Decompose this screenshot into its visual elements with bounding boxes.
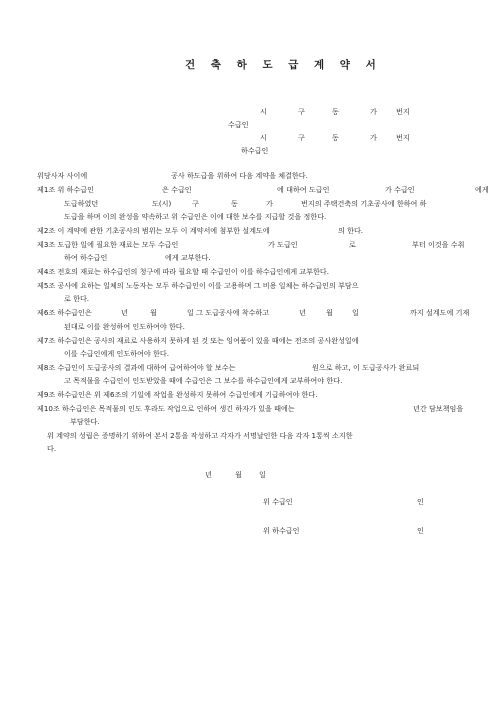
article-3-line-1-a: 제3조 도급한 일에 필요한 재료는 모두 수급인 (37, 240, 179, 249)
article-1-line-1-a: 제1조 위 하수급인 (37, 185, 94, 194)
article-6-line-1-f: 월 (326, 308, 333, 317)
article-3-line-1-d: 부터 이것을 수취 (412, 240, 465, 249)
article-6-line-1-d: 일 그 도급공사에 착수하고 (187, 308, 270, 317)
signature-contractor-role: 위 수급인 (263, 497, 293, 506)
article-8-line-2: 고 목적물을 수급인이 인도받았을 때에 수급인은 그 보수를 하수급인에게 교부하여야 한다. (64, 376, 343, 385)
article-4: 제4조 전호의 재료는 하수급인의 청구에 따라 필요할 때 수급인이 이를 하수급인에게 교부한다. (37, 267, 329, 276)
article-8-line-1-b: 원으로 하고, 이 도급공사가 완료되 (312, 363, 420, 372)
article-5-line-1: 제5조 공사에 요하는 일체의 노동자는 모두 하수급인이 이를 고용하며 그 비용 일체는 하수급인의 부담으 (37, 281, 359, 290)
article-1-line-1-e: 에게 (475, 185, 489, 194)
intro-part-1: 위당사자 사이에 (37, 171, 88, 180)
article-1-line-2-b: 도(시) (152, 199, 172, 208)
address-gu: 구 (298, 107, 305, 116)
article-6-line-1-e: 년 (299, 308, 306, 317)
article-3-line-2-a: 하여 하수급인 (64, 253, 108, 262)
document-title: 건 축 하 도 급 계 약 서 (185, 59, 382, 71)
address-dong: 동 (332, 107, 339, 116)
article-6-line-2: 된대로 이를 완성하여 인도하여야 한다. (64, 322, 185, 331)
article-1-line-1-c: 에 대하여 도급인 (277, 185, 330, 194)
article-5-line-2: 로 한다. (64, 294, 90, 303)
address-bunji: 번지 (396, 133, 410, 142)
date-month: 월 (235, 470, 242, 479)
address-ga: 가 (370, 107, 377, 116)
date-year: 년 (205, 470, 212, 479)
article-10-line-1-b: 년간 담보책임을 (413, 404, 464, 413)
article-1-line-2-d: 동 (231, 199, 238, 208)
article-9: 제9조 하수급인은 위 제6조의 기일에 작업을 완성하지 못하여 수급인에게 기급하여야 한다. (37, 390, 318, 399)
intro-part-2: 공사 하도급을 위하여 다음 계약을 체결한다. (171, 171, 308, 180)
article-1-line-2-e: 가 (266, 199, 273, 208)
article-2-a: 제2조 이 계약에 관한 기초공사의 범위는 모두 이 계약서에 첨부한 설계도에 (37, 226, 270, 235)
contractor-label: 수급인 (228, 120, 249, 129)
article-1-line-3: 도급을 하며 이의 완성을 약속하고 위 수급인은 이에 대한 보수를 지급할 것을 정한다. (64, 212, 327, 221)
closing-line-1: 위 계약의 성립은 증명하기 위하여 본서 2통을 작성하고 각자가 서명날인한 다음 각자 1통씩 소지한 (47, 431, 353, 440)
signature-subcontractor-role: 위 하수급인 (263, 526, 300, 535)
article-6-line-1-a: 제6조 하수급인은 (37, 308, 92, 317)
article-2-b: 의 한다. (338, 226, 364, 235)
date-day: 일 (259, 470, 266, 479)
signature-contractor-seal: 인 (417, 497, 424, 506)
address-city: 시 (260, 107, 267, 116)
article-6-line-1-c: 월 (150, 308, 157, 317)
article-3-line-1-c: 로 (349, 240, 356, 249)
closing-line-2: 다. (47, 444, 57, 453)
article-1-line-1-b: 은 수급인 (162, 185, 192, 194)
article-1-line-1-d: 가 수급인 (385, 185, 415, 194)
article-7-line-2: 이를 수급인에게 인도하여야 한다. (64, 349, 169, 358)
article-6-line-1-b: 년 (121, 308, 128, 317)
article-3-line-1-b: 가 도급인 (268, 240, 298, 249)
article-8-line-1-a: 제8조 수급인이 도급공사의 결과에 대하여 급여하여야 할 보수는 (37, 363, 236, 372)
article-1-line-2-a: 도급하였던 (64, 199, 99, 208)
article-1-line-2-c: 구 (192, 199, 199, 208)
subcontractor-label: 하수급인 (241, 146, 269, 155)
article-7-line-1: 제7조 하수급인은 공사의 재료로 사용하지 못하게 된 것 또는 잉여품이 있을 때에는 전조의 공사완성일에 (37, 336, 359, 345)
article-10-line-2: 부담한다. (70, 417, 100, 426)
address-gu: 구 (298, 133, 305, 142)
signature-subcontractor-seal: 인 (417, 526, 424, 535)
article-6-line-1-h: 까지 설계도에 기재 (410, 308, 470, 317)
article-6-line-1-g: 일 (352, 308, 359, 317)
address-bunji: 번지 (396, 107, 410, 116)
article-1-line-2-f: 번지의 주택건축의 기초공사에 한하여 하 (301, 199, 427, 208)
article-3-line-2-b: 에게 교부한다. (165, 253, 211, 262)
address-ga: 가 (370, 133, 377, 142)
address-dong: 동 (332, 133, 339, 142)
address-city: 시 (260, 133, 267, 142)
article-10-line-1-a: 제10조 하수급인은 목적물의 인도 후라도 작업으로 인하여 생긴 하자가 있을 때에는 (37, 404, 295, 413)
